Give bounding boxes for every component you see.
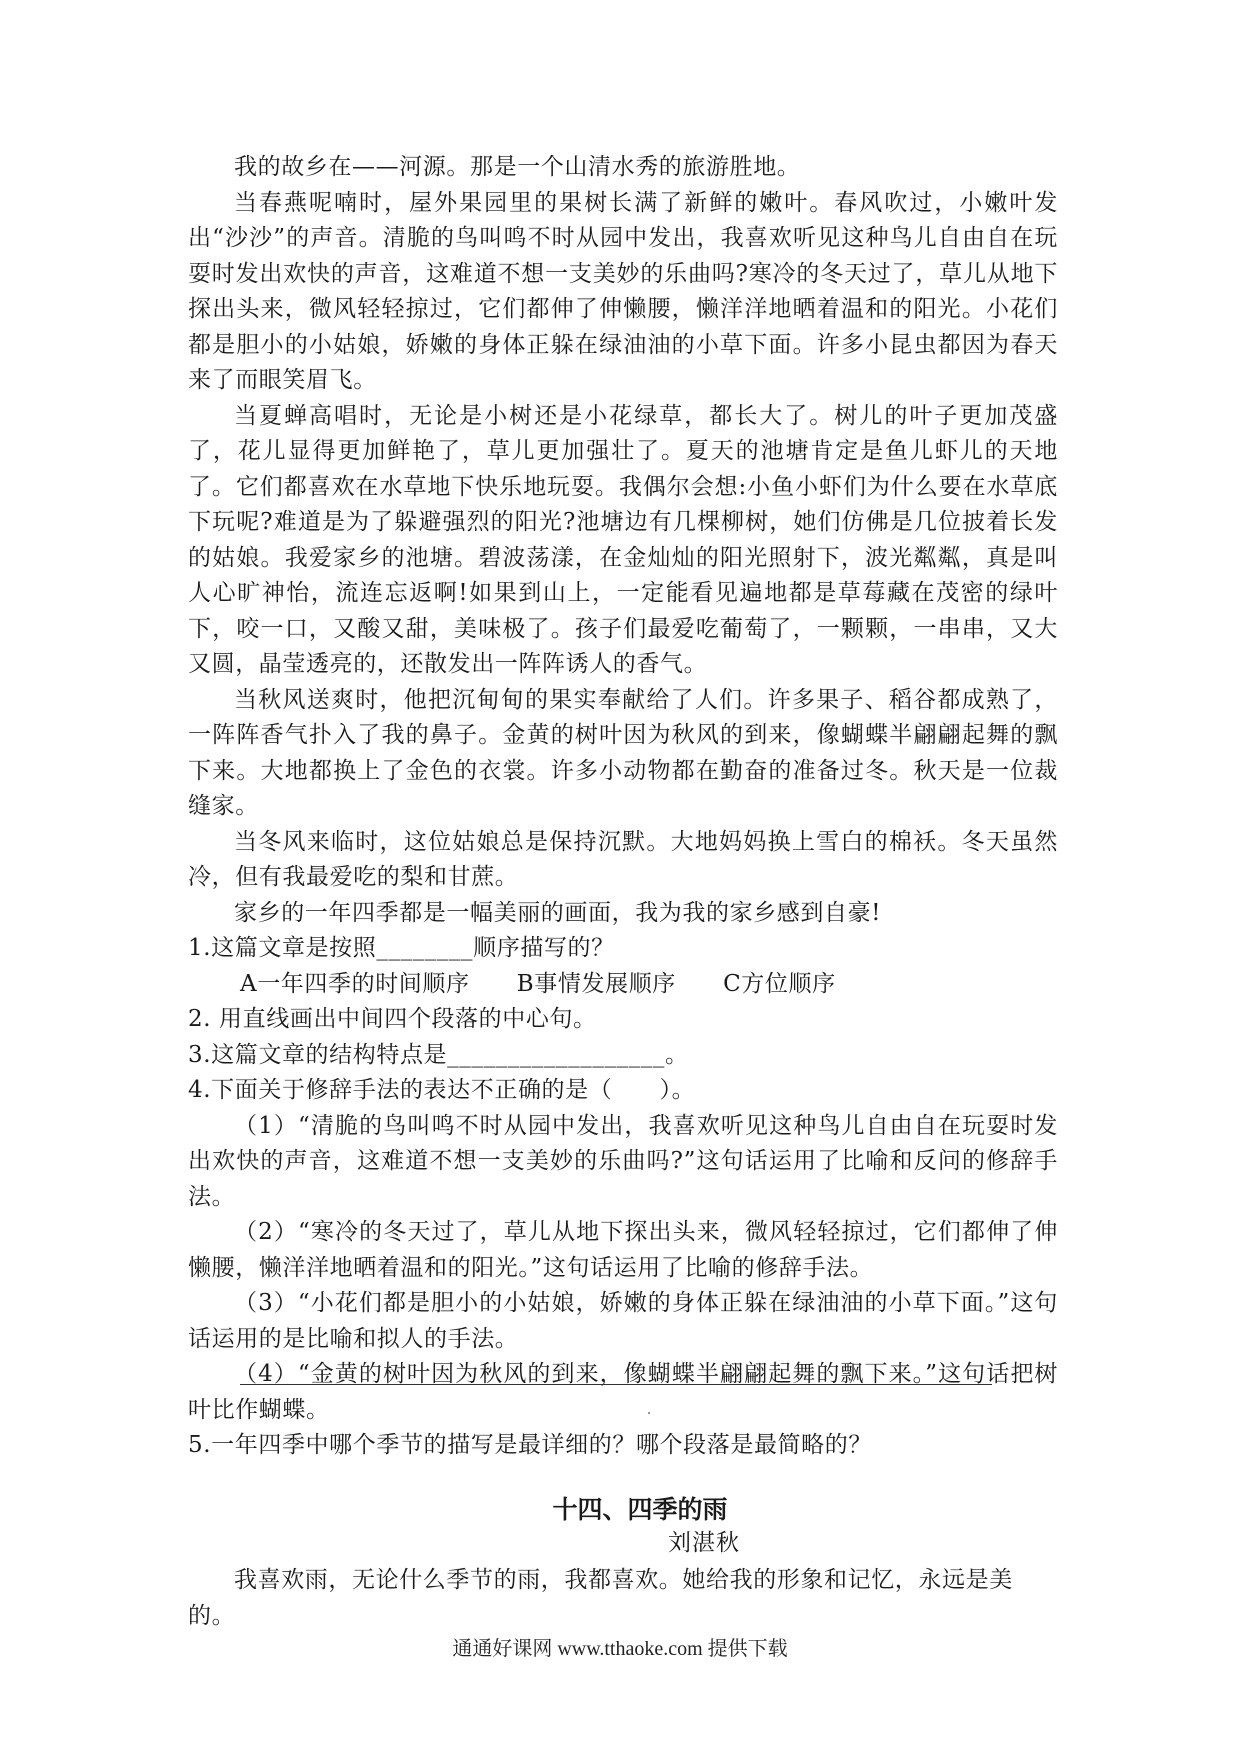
question-4-item-1: （1）“清脆的鸟叫鸣不时从园中发出，我喜欢听见这种鸟儿自由自在玩耍时发出欢快的声音，这难道不想一支美妙的乐曲吗?”这句话运用了比喻和反问的修辞手法。: [188, 1112, 1058, 1210]
section-title: 十四、四季的雨: [552, 1495, 728, 1524]
question-4-item-2: （2）“寒冷的冬天过了，草儿从地下探出头来，微风轻轻掠过，它们都伸了伸懒腰，懒洋洋地晒着温和的阳光。”这句话运用了比喻的修辞手法。: [188, 1219, 1058, 1281]
question-4: 4.下面关于修辞手法的表达不正确的是（ ）。: [188, 1077, 696, 1103]
section-author: 刘湛秋: [668, 1530, 740, 1556]
reading-passage: [188, 150, 1058, 1464]
question-1: 1.这篇文章是按照________顺序描写的？: [188, 935, 615, 961]
question-4-item-4: （4）“金黄的树叶因为秋风的到来，像蝴蝶半翩翩起舞的飘下来。”这句话把树叶比作蝴蝶。: [188, 1361, 1058, 1423]
footer-credit: 通通好课网 www.tthaoke.com 提供下载: [452, 1638, 788, 1660]
paragraph-summer: 当夏蝉高唱时，无论是小树还是小花绿草，都长大了。树儿的叶子更加茂盛了，花儿显得更加鲜艳了，草儿更加强壮了。夏天的池塘肯定是鱼儿虾儿的天地了。它们都喜欢在水草地下快乐地玩耍。我偶尔会想:小鱼小虾们为什么要在水草底下玩呢?难道是为了躲避强烈的阳光?池塘边有几棵柳树，她们仿佛是几位披着长发的姑娘。我爱家乡的池塘。碧波荡漾，在金灿灿的阳光照射下，波光粼粼，真是叫人心旷神怡，流连忘返啊!如果到山上，一定能看见遍地都是草莓藏在茂密的绿叶下，咬一口，又酸又甜，美味极了。孩子们最爱吃葡萄了，一颗颗，一串串，又大又圆，晶莹透亮的，还散发出一阵阵诱人的香气。: [188, 402, 1058, 677]
question-1-options: A一年四季的时间顺序 B事情发展顺序 C方位顺序: [240, 970, 836, 997]
paragraph-intro: 我的故乡在——河源。那是一个山清水秀的旅游胜地。: [234, 154, 801, 180]
question-2: 2. 用直线画出中间四个段落的中心句。: [188, 1006, 597, 1032]
question-3: 3.这篇文章的结构特点是__________________。: [188, 1041, 689, 1068]
paragraph-conclusion: 家乡的一年四季都是一幅美丽的画面，我为我的家乡感到自豪!: [234, 899, 882, 926]
question-5: 5.一年四季中哪个季节的描写是最详细的？哪个段落是最简略的？: [188, 1432, 872, 1458]
question-4-item-3: （3）“小花们都是胆小的小姑娘，娇嫩的身体正躲在绿油油的小草下面。”这句话运用的是比喻和拟人的手法。: [188, 1290, 1058, 1352]
paragraph-autumn: 当秋风送爽时，他把沉甸甸的果实奉献给了人们。许多果子、稻谷都成熟了，一阵阵香气扑入了我的鼻子。金黄的树叶因为秋风的到来，像蝴蝶半翩翩起舞的飘下来。大地都换上了金色的衣裳。许多小动物都在勤奋的准备过冬。秋天是一位裁缝家。: [188, 686, 1058, 819]
paragraph-winter: 当冬风来临时，这位姑娘总是保持沉默。大地妈妈换上雪白的棉袄。冬天虽然冷，但有我最爱吃的梨和甘蔗。: [188, 828, 1058, 890]
paragraph-spring: 当春燕呢喃时，屋外果园里的果树长满了新鲜的嫩叶。春风吹过，小嫩叶发出“沙沙”的声音。清脆的鸟叫鸣不时从园中发出，我喜欢听见这种鸟儿自由自在玩耍时发出欢快的声音，这难道不想一支美妙的乐曲吗?寒冷的冬天过了，草儿从地下探出头来，微风轻轻掠过，它们都伸了伸懒腰，懒洋洋地晒着温和的阳光。小花们都是胆小的小姑娘，娇嫩的身体正躲在绿油油的小草下面。许多小昆虫都因为春天来了而眼笑眉飞。: [188, 189, 1058, 393]
scan-dot: [648, 1412, 650, 1414]
section-body: [188, 1562, 1058, 1634]
answer-line: [240, 1384, 992, 1385]
section-paragraph: 我喜欢雨，无论什么季节的雨，我都喜欢。她给我的形象和记忆，永远是美的。: [188, 1567, 1013, 1629]
